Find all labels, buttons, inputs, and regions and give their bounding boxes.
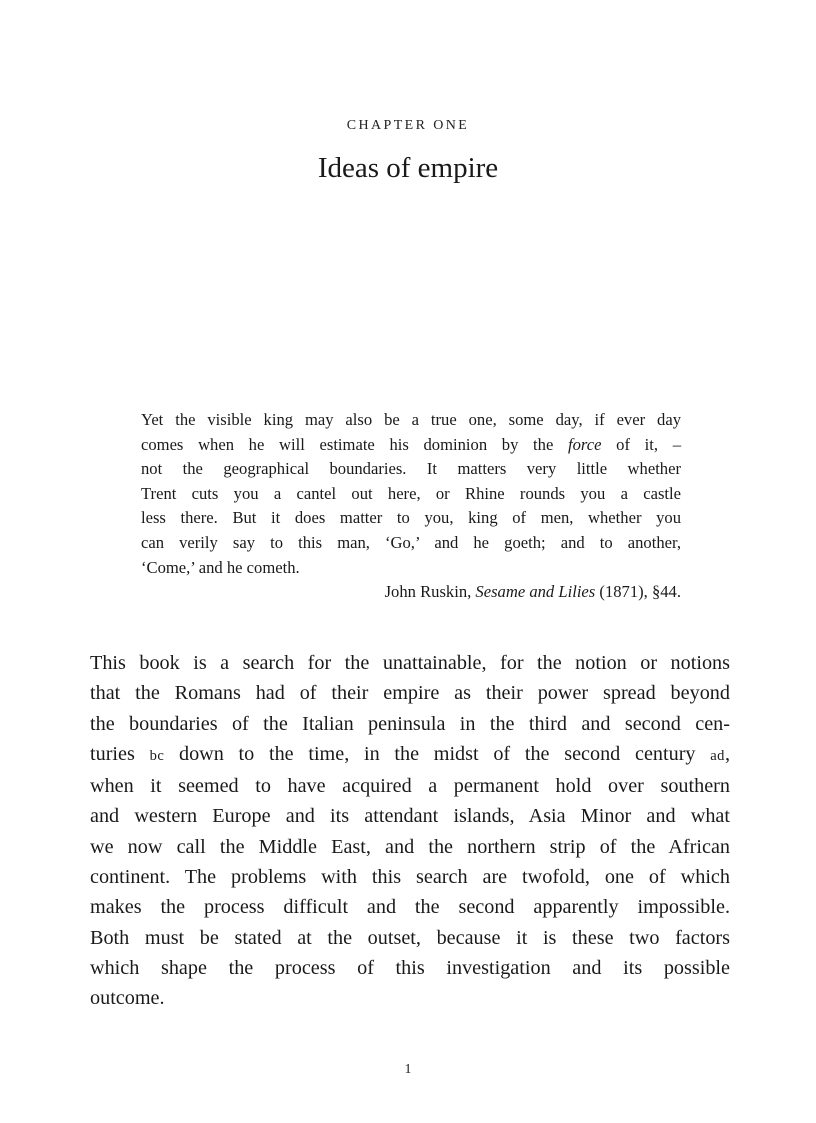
body-line: when it seemed to have acquired a permanent hold over southern [90, 775, 730, 798]
chapter-title: Ideas of empire [317, 152, 499, 184]
body-text: down to the time, in the midst of the second century [164, 742, 711, 765]
chapter-label: CHAPTER ONE [346, 118, 470, 133]
attribution-work: Sesame and Lilies [475, 582, 596, 602]
body-line: the boundaries of the Italian peninsula in the third and second cen- [90, 712, 730, 735]
body-text: turies [90, 742, 150, 765]
epigraph-line: less there. But it does matter to you, king of men, whether you [141, 508, 681, 528]
body-line [90, 739, 730, 771]
body-line: which shape the process of this investigation and its possible [90, 956, 730, 979]
body-paragraph [90, 648, 730, 1014]
body-line: makes the process difficult and the second apparently impossible. [90, 896, 730, 919]
body-line: Both must be stated at the outset, because it is these two factors [90, 926, 730, 949]
epigraph-text: of it, – [601, 434, 682, 454]
epigraph-line: Yet the visible king may also be a true one, some day, if ever day [141, 410, 681, 429]
epigraph-line: ‘Come,’ and he cometh. [141, 557, 300, 577]
era-ad: ad [710, 747, 725, 764]
attribution-author: John Ruskin, [384, 582, 476, 602]
body-text: , [724, 742, 730, 765]
epigraph-emphasis: force [568, 434, 602, 454]
body-line: that the Romans had of their empire as their power spread beyond [90, 682, 730, 705]
epigraph [141, 408, 681, 605]
era-bc: bc [149, 747, 165, 764]
body-line: and western Europe and its attendant islands, Asia Minor and what [90, 805, 730, 828]
body-line: we now call the Middle East, and the northern strip of the African [90, 835, 730, 858]
epigraph-line: Trent cuts you a cantel out here, or Rhine rounds you a castle [141, 483, 681, 503]
epigraph-line [141, 433, 681, 458]
attribution-detail: (1871), §44. [595, 582, 681, 602]
body-line: This book is a search for the unattainable, for the notion or notions [90, 652, 730, 674]
epigraph-line: not the geographical boundaries. It matters very little whether [141, 459, 681, 479]
body-line: continent. The problems with this search are twofold, one of which [90, 866, 730, 889]
epigraph-line: can verily say to this man, ‘Go,’ and he goeth; and to another, [141, 532, 681, 552]
epigraph-text: comes when he will estimate his dominion by the [141, 434, 569, 454]
epigraph-attribution [141, 580, 681, 605]
page-number: 1 [404, 1062, 412, 1077]
body-line: outcome. [90, 987, 165, 1010]
